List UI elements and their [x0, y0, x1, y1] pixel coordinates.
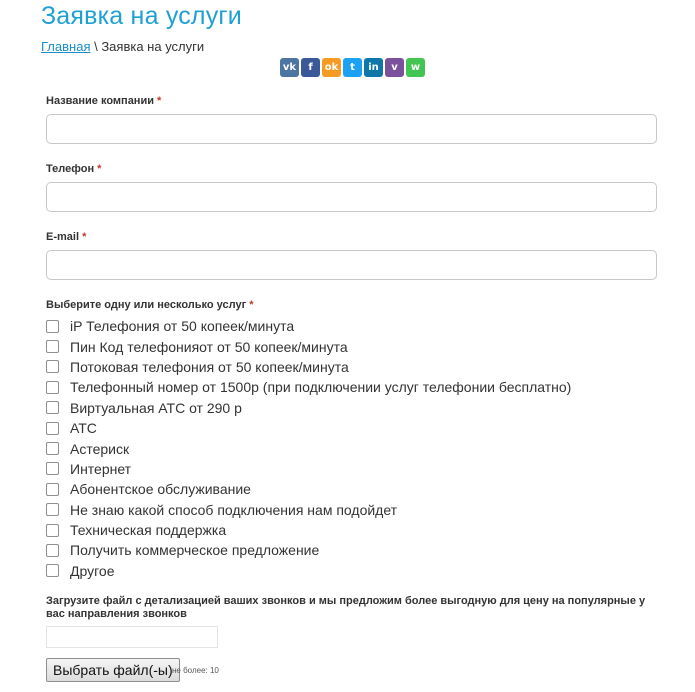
services-list: [46, 316, 571, 581]
page-title: Заявка на услуги: [41, 2, 242, 30]
breadcrumb-current: Заявка на услуги: [101, 39, 205, 54]
service-label: Интернет: [70, 460, 132, 477]
service-option[interactable]: [46, 398, 571, 418]
service-checkbox[interactable]: [46, 483, 59, 496]
phone-label: Телефон *: [46, 163, 102, 175]
service-label: iP Телефония от 50 копеек/минута: [70, 318, 295, 335]
service-checkbox[interactable]: [46, 320, 59, 333]
service-label: Виртуальная АТС от 290 р: [70, 399, 242, 416]
service-option[interactable]: [46, 520, 571, 540]
company-name-input[interactable]: [46, 114, 657, 144]
service-option[interactable]: [46, 540, 571, 560]
phone-input[interactable]: [46, 182, 657, 212]
service-option[interactable]: [46, 316, 571, 336]
linkedin-icon[interactable]: in: [364, 58, 383, 77]
breadcrumb-separator: \: [90, 39, 102, 54]
service-label: Астериск: [70, 440, 130, 457]
odnoklassniki-icon[interactable]: ok: [322, 58, 341, 77]
service-checkbox[interactable]: [46, 503, 59, 516]
service-checkbox[interactable]: [46, 442, 59, 455]
service-checkbox[interactable]: [46, 564, 59, 577]
service-label: Не знаю какой способ подключения нам подойдет: [70, 501, 398, 518]
service-label: Пин Код телефонияот от 50 копеек/минута: [70, 338, 348, 355]
upload-label: Загрузите файл с детализацией ваших звонков и мы предложим более выгодную для цену на популярные у вас направления звонков: [46, 595, 646, 620]
service-label: Техническая поддержка: [70, 522, 227, 539]
service-label: АТС: [70, 420, 97, 437]
file-drop-area[interactable]: [46, 626, 218, 648]
breadcrumb-home-link[interactable]: Главная: [41, 39, 91, 54]
service-option[interactable]: [46, 561, 571, 581]
service-checkbox[interactable]: [46, 462, 59, 475]
email-input[interactable]: [46, 250, 657, 280]
service-option[interactable]: [46, 438, 571, 458]
service-label: Другое: [70, 562, 115, 579]
services-label: Выберите одну или несколько услуг *: [46, 299, 254, 311]
service-checkbox[interactable]: [46, 401, 59, 414]
company-label: Название компании *: [46, 95, 162, 107]
service-option[interactable]: [46, 357, 571, 377]
twitter-icon[interactable]: t: [343, 58, 362, 77]
service-option[interactable]: [46, 479, 571, 499]
service-checkbox[interactable]: [46, 524, 59, 537]
service-checkbox[interactable]: [46, 544, 59, 557]
breadcrumb: [41, 39, 204, 54]
service-label: Абонентское обслуживание: [70, 481, 251, 498]
service-option[interactable]: [46, 418, 571, 438]
facebook-icon[interactable]: f: [301, 58, 320, 77]
service-option[interactable]: [46, 377, 571, 397]
service-option[interactable]: [46, 500, 571, 520]
service-label: Телефонный номер от 1500р (при подключении услуг телефонии бесплатно): [70, 379, 572, 396]
service-checkbox[interactable]: [46, 360, 59, 373]
share-buttons: [280, 58, 425, 77]
service-checkbox[interactable]: [46, 381, 59, 394]
service-option[interactable]: [46, 459, 571, 479]
service-checkbox[interactable]: [46, 340, 59, 353]
email-label: E-mail *: [46, 231, 87, 243]
service-label: Потоковая телефония от 50 копеек/минута: [70, 358, 349, 375]
whatsapp-icon[interactable]: w: [406, 58, 425, 77]
service-option[interactable]: [46, 336, 571, 356]
file-limit-text: не более: 10: [172, 666, 219, 675]
choose-files-button[interactable]: Выбрать файл(-ы): [46, 658, 180, 682]
service-label: Получить коммерческое предложение: [70, 542, 320, 559]
service-checkbox[interactable]: [46, 422, 59, 435]
viber-icon[interactable]: v: [385, 58, 404, 77]
vk-icon[interactable]: vk: [280, 58, 299, 77]
